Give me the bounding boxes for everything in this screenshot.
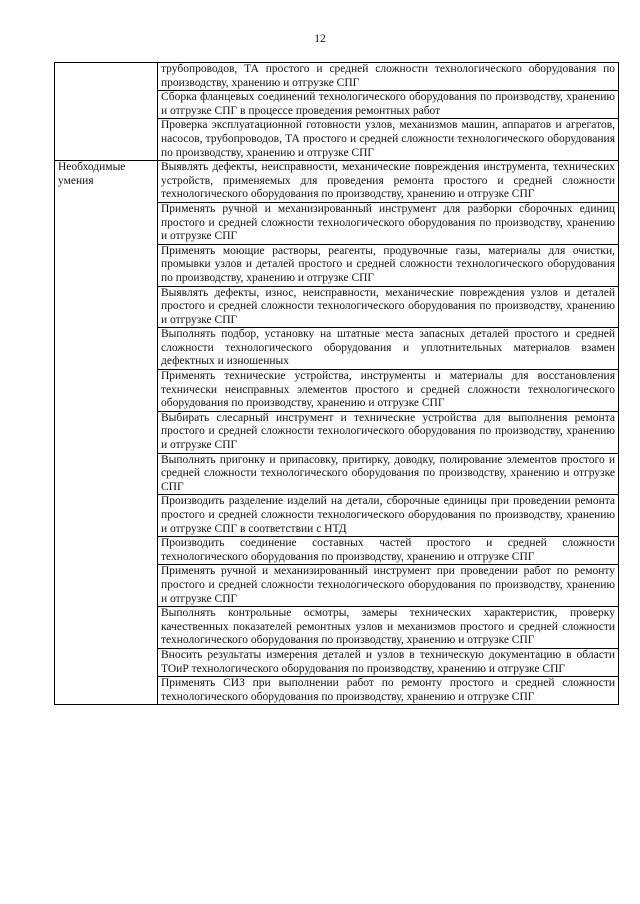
table-cell: Выявлять дефекты, износ, неисправности, механические повреждения узлов и деталей простого и средней сложности технологического оборудования по производству, хранению и отгрузке СПГ: [158, 286, 619, 328]
row-label-skills: Необходимые умения: [55, 161, 158, 705]
table-cell: Производить разделение изделий на детали, сборочные единицы при проведении ремонта простого и средней сложности технологического оборудования по производству, хранению и отгрузке СПГ в соответствии с НТД: [158, 495, 619, 537]
table-cell: Вносить результаты измерения деталей и узлов в техническую документацию в области ТОиР технологического оборудования по производству, хранению и отгрузке СПГ: [158, 648, 619, 676]
table-cell: Выявлять дефекты, неисправности, механические повреждения инструмента, технических устройств, применяемых для проведения ремонта простого и средней сложности технологического оборудования по производству, хранению и отгрузке СПГ: [158, 161, 619, 203]
table-cell: трубопроводов, ТА простого и средней сложности технологического оборудования по производству, хранению и отгрузке СПГ: [158, 63, 619, 91]
page-number: 12: [314, 33, 326, 45]
table-cell: Выбирать слесарный инструмент и технические устройства для выполнения ремонта простого и средней сложности технологического оборудования по производству, хранению и отгрузке СПГ: [158, 411, 619, 453]
table-cell: Проверка эксплуатационной готовности узлов, механизмов машин, аппаратов и агрегатов, насосов, трубопроводов, ТА простого и средней сложности технологического оборудования по производству, хранению и отгрузке СПГ: [158, 119, 619, 161]
table-cell: Выполнять подбор, установку на штатные места запасных деталей простого и средней сложности технологического оборудования и уплотнительных материалов взамен дефектных и изношенных: [158, 328, 619, 370]
table-cell: Применять ручной и механизированный инструмент для разборки сборочных единиц простого и средней сложности технологического оборудования по производству, хранению и отгрузке СПГ: [158, 202, 619, 244]
table-row: [55, 63, 619, 91]
table-cell: Применять СИЗ при выполнении работ по ремонту простого и средней сложности технологического оборудования по производству, хранению и отгрузке СПГ: [158, 677, 619, 705]
requirements-table: [54, 62, 619, 705]
table-cell: Производить соединение составных частей простого и средней сложности технологического оборудования по производству, хранению и отгрузке СПГ: [158, 537, 619, 565]
table-cell: Применять технические устройства, инструменты и материалы для восстановления технически неисправных элементов простого и средней сложности технологического оборудования по производству, хранению и отгрузке СПГ: [158, 370, 619, 412]
table-cell: Сборка фланцевых соединений технологического оборудования по производству, хранению и отгрузке СПГ в процессе проведения ремонтных работ: [158, 91, 619, 119]
table-row: [55, 161, 619, 203]
table-cell: Применять ручной и механизированный инструмент при проведении работ по ремонту простого и средней сложности технологического оборудования по производству, хранению и отгрузке СПГ: [158, 565, 619, 607]
row-label-continued: [55, 63, 158, 161]
table-cell: Выполнять контрольные осмотры, замеры технических характеристик, проверку качественных показателей ремонтных узлов и механизмов простого и средней сложности технологического оборудования по производству, хранению и отгрузке СПГ: [158, 607, 619, 649]
table-cell: Выполнять пригонку и припасовку, притирку, доводку, полирование элементов простого и средней сложности технологического оборудования по производству, хранению и отгрузке СПГ: [158, 453, 619, 495]
table-cell: Применять моющие растворы, реагенты, продувочные газы, материалы для очистки, промывки узлов и деталей простого и средней сложности технологического оборудования по производству, хранению и отгрузке СПГ: [158, 244, 619, 286]
